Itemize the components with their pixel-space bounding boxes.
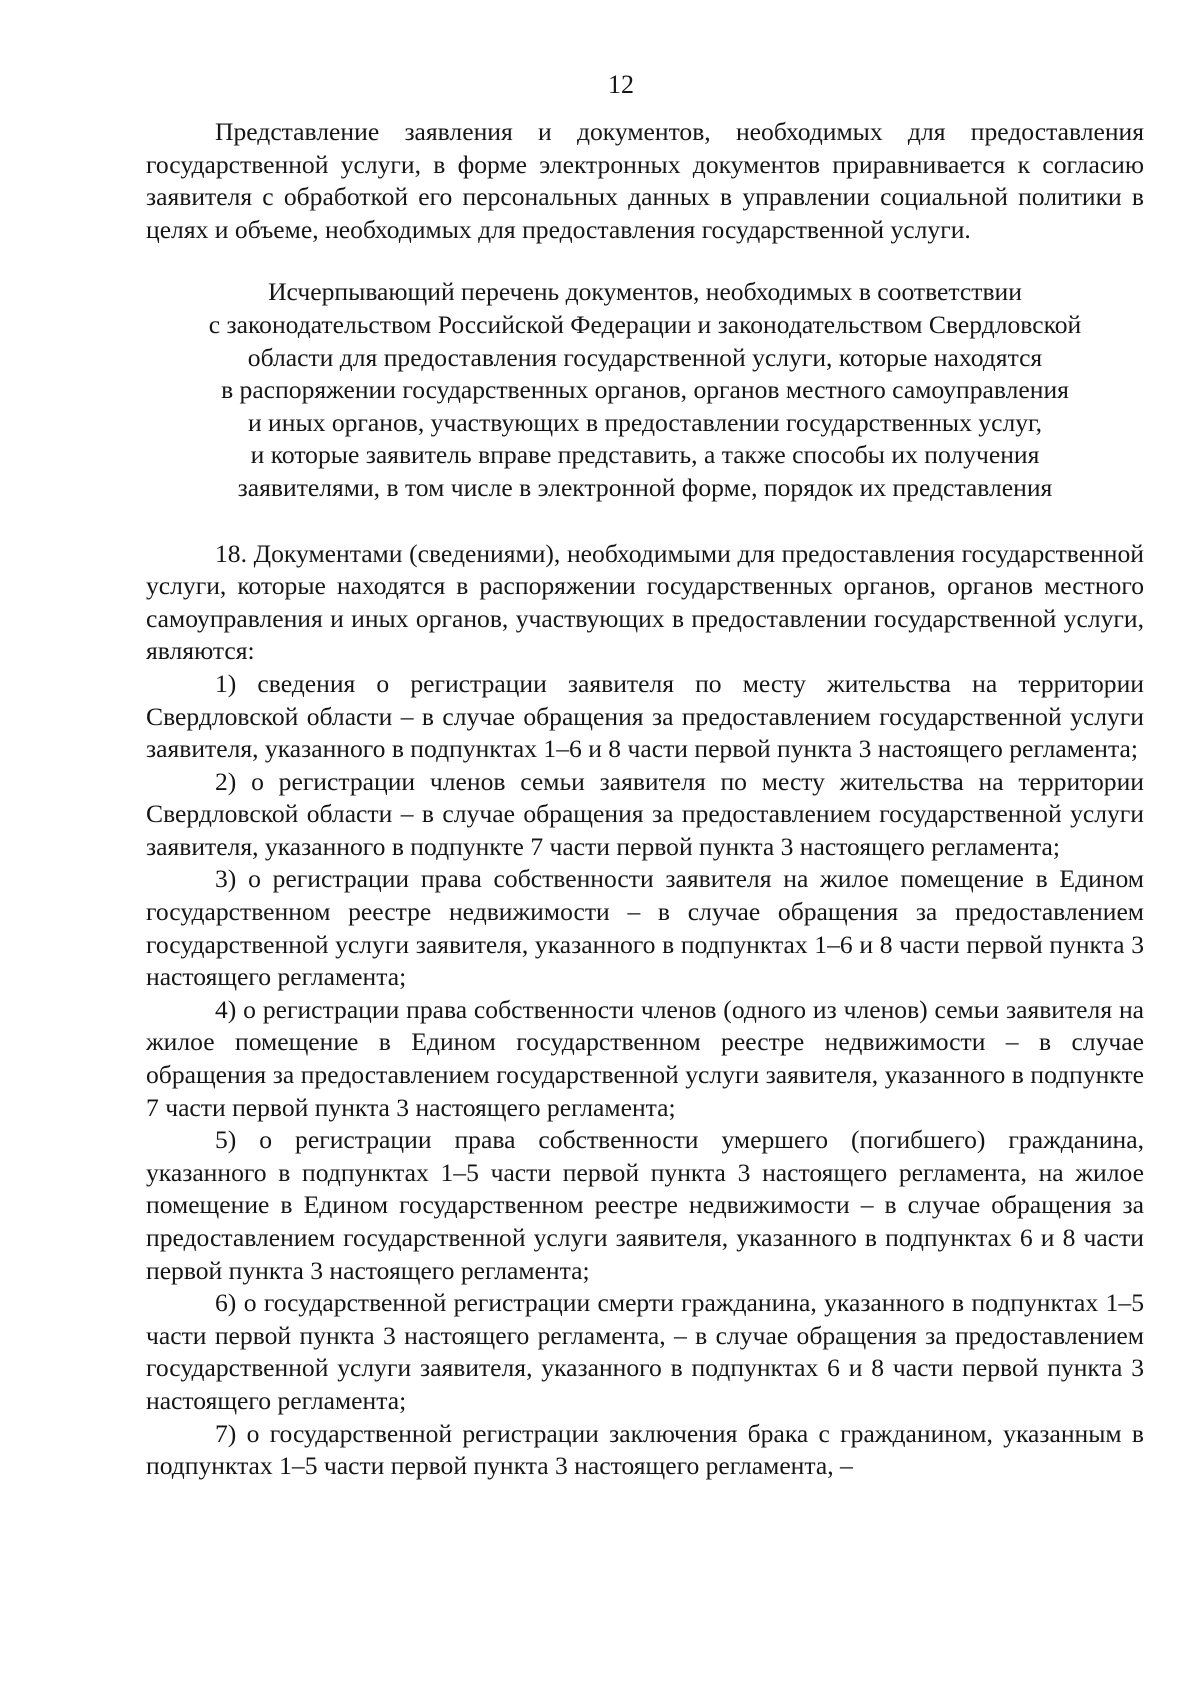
section-heading-line: в распоряжении государственных органов, органов местного самоуправления <box>221 375 1069 405</box>
section-heading-line: и иных органов, участвующих в предоставлении государственных услуг, <box>247 407 1043 437</box>
section-heading-line: заявителями, в том числе в электронной форме, порядок их представления <box>237 472 1053 502</box>
list-item: 3) о регистрации права собственности заявителя на жилое помещение в Едином государственном реестре недвижимости – в случае обращения за предоставлением государственной услуги заявителя, указанного в подпунктах 1–6 и 8 части первой пункта 3 настоящего регламента; <box>146 864 1144 992</box>
section-heading <box>146 276 1144 504</box>
list-item: 5) о регистрации права собственности умершего (погибшего) гражданина, указанного в подпунктах 1–5 части первой пункта 3 настоящего регламента, на жилое помещение в Едином государственном реестре недвижимости – в случае обращения за предоставлением государственной услуги заявителя, указанного в подпунктах 6 и 8 части первой пункта 3 настоящего регламента; <box>146 1125 1144 1285</box>
page-number: 12 <box>608 70 634 99</box>
list-item: 6) о государственной регистрации смерти гражданина, указанного в подпунктах 1–5 части первой пункта 3 настоящего регламента, – в случае обращения за предоставлением государственной услуги заявителя, указанного в подпунктах 6 и 8 части первой пункта 3 настоящего регламента; <box>146 1288 1144 1415</box>
section-heading-line: и которые заявитель вправе представить, а также способы их получения <box>250 440 1040 470</box>
intro-paragraph: Представление заявления и документов, необходимых для предоставления государственной услуги, в форме электронных документов приравнивается к согласию заявителя с обработкой его персональных данных в управлении социальной политики в целях и объеме, необходимых для предоставления государственной услуги. <box>146 117 1144 244</box>
list-item: 4) о регистрации права собственности членов (одного из членов) семьи заявителя на жилое помещение в Едином государственном реестре недвижимости – в случае обращения за предоставлением государственной услуги заявителя, указанного в подпункте 7 части первой пункта 3 настоящего регламента; <box>146 994 1144 1122</box>
spacer <box>146 505 1144 538</box>
list-item: 7) о государственной регистрации заключения брака с гражданином, указанным в подпунктах 1–5 части первой пункта 3 настоящего регламента, – <box>146 1418 1144 1481</box>
document-body <box>146 116 1144 1483</box>
section-heading-line: с законодательством Российской Федерации и законодательством Свердловской <box>208 309 1082 339</box>
list-item: 1) сведения о регистрации заявителя по месту жительства на территории Свердловской области – в случае обращения за предоставлением государственной услуги заявителя, указанного в подпунктах 1–6 и 8 части первой пункта 3 настоящего регламента; <box>146 668 1144 764</box>
section-heading-line: области для предоставления государственной услуги, которые находятся <box>247 342 1043 372</box>
spacer <box>146 246 1144 276</box>
list-item: 2) о регистрации членов семьи заявителя по месту жительства на территории Свердловской области – в случае обращения за предоставлением государственной услуги заявителя, указанного в подпункте 7 части первой пункта 3 настоящего регламента; <box>146 766 1144 861</box>
section-heading-line: Исчерпывающий перечень документов, необходимых в соответствии <box>268 277 1022 307</box>
clause-18: 18. Документами (сведениями), необходимыми для предоставления государственной услуги, которые находятся в распоряжении государственных органов, органов местного самоуправления и иных органов, участвующих в предоставлении государственной услуги, являются: <box>146 538 1144 666</box>
